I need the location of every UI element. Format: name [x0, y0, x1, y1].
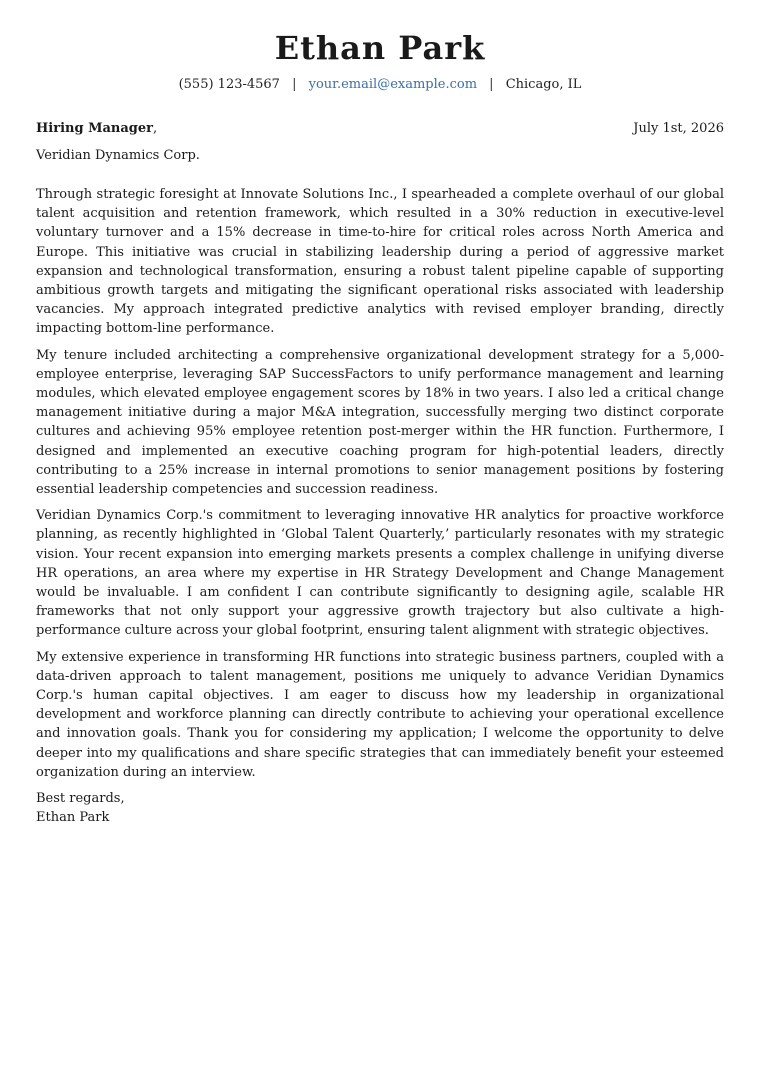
recipient-name: Hiring Manager — [36, 121, 153, 136]
body-paragraph: My extensive experience in transforming HR functions into strategic business partners, coupled with a data-driven approach to talent management, positions me uniquely to advance Veridian Dynamics Corp.'s human capital objectives. I am eager to discuss how my leadership in organizational development and workforce planning can directly contribute to achieving your operational excellence and innovation goals. Thank you for considering my application; I welcome the opportunity to delve deeper into my qualifications and share specific strategies that can immediately benefit your esteemed organization during an interview. — [36, 649, 724, 780]
letter-date: July 1st, 2026 — [633, 121, 724, 136]
closing-block — [36, 789, 724, 827]
letter-body — [36, 185, 724, 782]
contact-separator: | — [489, 77, 494, 92]
contact-separator: | — [292, 77, 297, 92]
recipient-suffix: , — [152, 121, 158, 136]
body-paragraph: Veridian Dynamics Corp.'s commitment to leveraging innovative HR analytics for proactive workforce planning, as recently highlighted in ‘Global Talent Quarterly,’ particularly resonates with my strategic vision. Your recent expansion into emerging markets presents a complex challenge in unifying diverse HR operations, an area where my expertise in HR Strategy Development and Change Management would be invaluable. I am confident I can contribute significantly to designing agile, scalable HR frameworks that not only support your aggressive growth trajectory but also cultivate a high-performance culture across your global footprint, ensuring talent alignment with strategic objectives. — [36, 508, 724, 639]
recipient-line — [36, 120, 157, 138]
salutation-date-row — [36, 120, 724, 138]
phone-number: (555) 123-4567 — [178, 77, 280, 92]
body-paragraph: Through strategic foresight at Innovate Solutions Inc., I spearheaded a complete overhaul of our global talent acquisition and retention framework, which resulted in a 30% reduction in executive-level voluntary turnover and a 15% decrease in time-to-hire for critical roles across North America and Europe. This initiative was crucial in stabilizing leadership during a period of aggressive market expansion and technological transformation, ensuring a robust talent pipeline capable of supporting ambitious growth targets and mitigating the significant operational risks associated with leadership vacancies. My approach integrated predictive analytics with revised employer branding, directly impacting bottom-line performance. — [36, 187, 724, 337]
company-name: Veridian Dynamics Corp. — [36, 148, 200, 163]
applicant-name: Ethan Park — [274, 29, 486, 67]
email-link[interactable]: your.email@example.com — [308, 77, 478, 92]
location: Chicago, IL — [505, 77, 582, 92]
contact-line — [36, 76, 724, 94]
body-paragraph: My tenure included architecting a comprehensive organizational development strategy for a 5,000-employee enterprise, leveraging SAP SuccessFactors to unify performance management and learning modules, which elevated employee engagement scores by 18% in two years. I also led a critical change management initiative during a major M&A integration, successfully merging two distinct corporate cultures and achieving 95% employee retention post-merger within the HR function. Furthermore, I designed and implemented an executive coaching program for high-potential leaders, directly contributing to a 25% increase in internal promotions to senior management positions by fostering essential leadership competencies and succession readiness. — [36, 347, 724, 498]
closing-phrase: Best regards, — [36, 791, 125, 807]
signature-name: Ethan Park — [36, 810, 110, 826]
